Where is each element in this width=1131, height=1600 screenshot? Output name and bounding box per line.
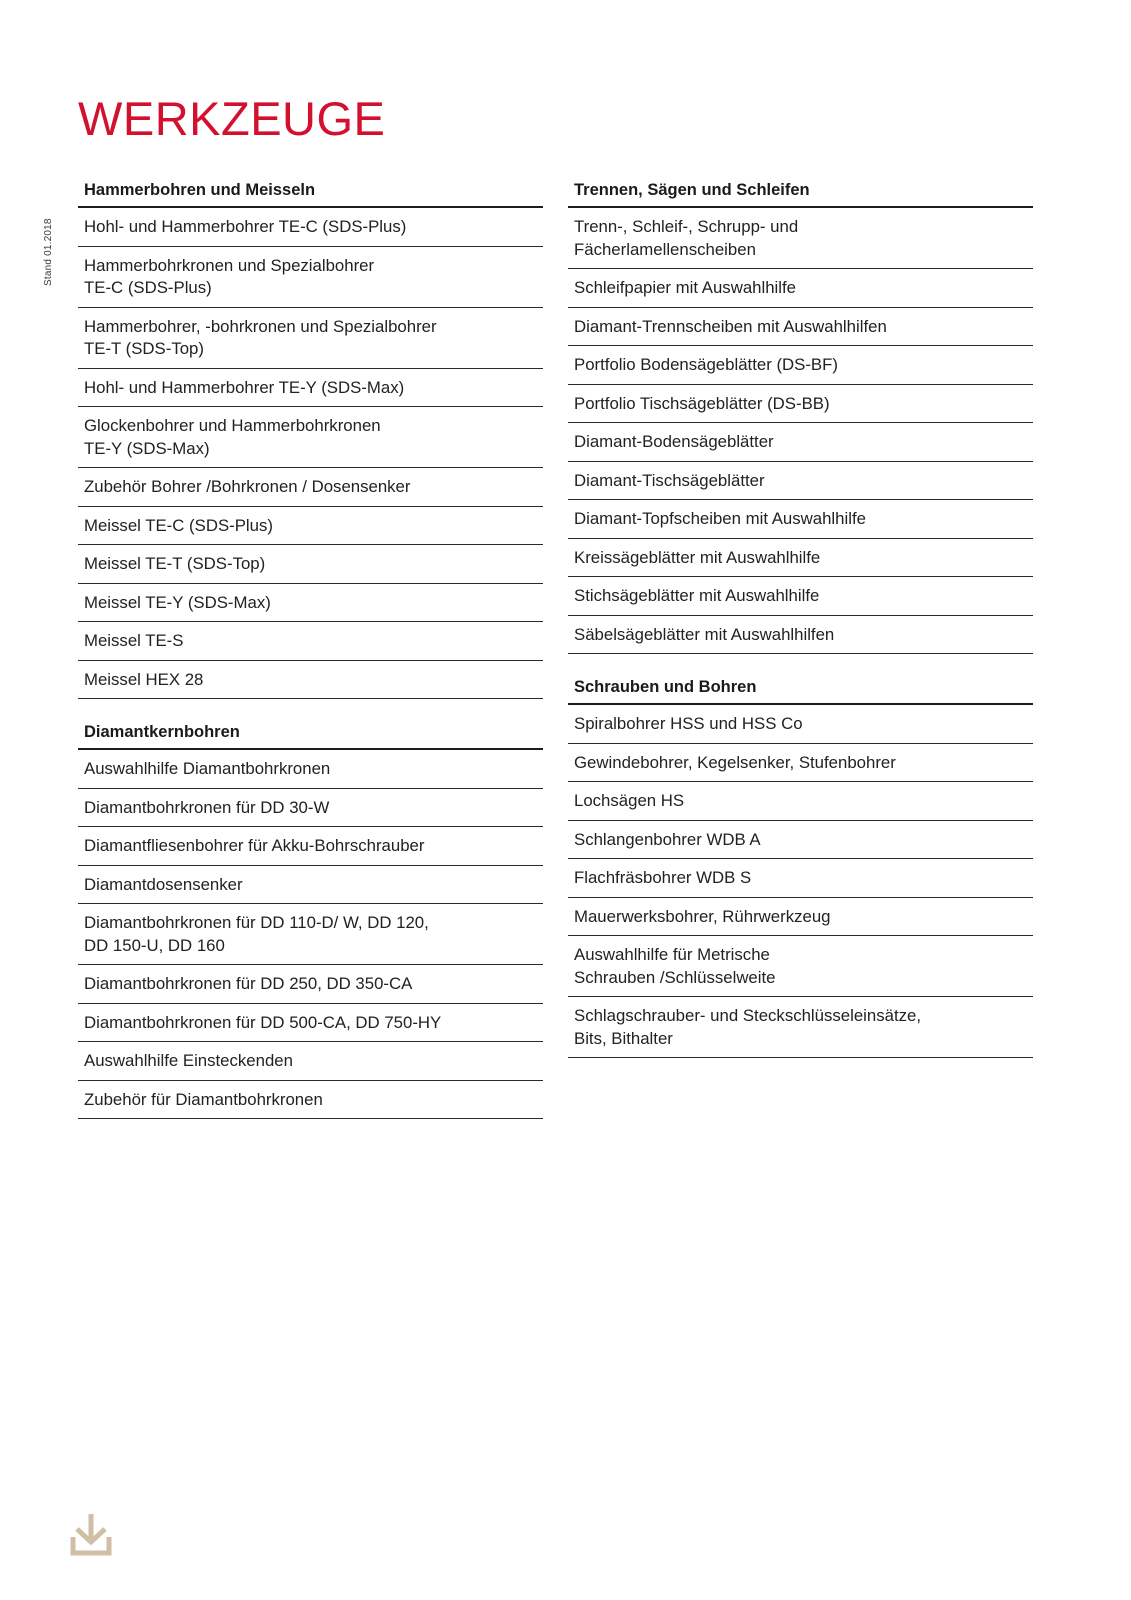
section-heading: Diamantkernbohren xyxy=(78,722,543,750)
section-heading: Hammerbohren und Meisseln xyxy=(78,180,543,208)
toc-entry-line: Meissel HEX 28 xyxy=(84,669,204,689)
toc-entry[interactable] xyxy=(568,616,1033,655)
toc-entry-line: Diamantbohrkronen für DD 250, DD 350-CA xyxy=(84,974,413,994)
toc-entry-line: Portfolio Bodensägeblätter (DS-BF) xyxy=(574,355,838,375)
toc-entry-line: TE-T (SDS-Top) xyxy=(84,339,204,359)
toc-list xyxy=(78,208,543,699)
toc-entry[interactable] xyxy=(568,423,1033,462)
toc-entry-line: Spiralbohrer HSS und HSS Co xyxy=(574,714,803,734)
toc-entry-line: Meissel TE-S xyxy=(84,631,184,651)
toc-entry-line: Hohl- und Hammerbohrer TE-Y (SDS-Max) xyxy=(84,377,405,397)
toc-entry[interactable] xyxy=(78,545,543,584)
toc-entry-line: TE-Y (SDS-Max) xyxy=(84,438,210,458)
toc-list xyxy=(568,208,1033,654)
toc-entry[interactable] xyxy=(568,346,1033,385)
toc-entry[interactable] xyxy=(78,507,543,546)
toc-entry[interactable] xyxy=(78,1004,543,1043)
toc-entry[interactable] xyxy=(78,789,543,828)
toc-entry-line: Meissel TE-C (SDS-Plus) xyxy=(84,515,273,535)
toc-entry-line: Schleifpapier mit Auswahlhilfe xyxy=(574,278,796,298)
toc-entry-line: Gewindebohrer, Kegelsenker, Stufenbohrer xyxy=(574,752,896,772)
toc-list xyxy=(78,750,543,1119)
toc-entry-line: Fächerlamellenscheiben xyxy=(574,239,756,259)
toc-entry-line: Säbelsägeblätter mit Auswahlhilfen xyxy=(574,624,835,644)
category-section xyxy=(568,180,1033,654)
toc-entry-line: Lochsägen HS xyxy=(574,791,685,811)
toc-entry[interactable] xyxy=(78,661,543,700)
toc-entry-line: Schrauben /Schlüsselweite xyxy=(574,967,776,987)
toc-entry[interactable] xyxy=(78,866,543,905)
toc-entry-line: Diamantbohrkronen für DD 110-D/ W, DD 120, xyxy=(84,913,429,933)
toc-entry[interactable] xyxy=(78,369,543,408)
toc-entry-line: Hammerbohrkronen und Spezialbohrer xyxy=(84,255,375,275)
toc-entry[interactable] xyxy=(78,904,543,965)
toc-entry-line: DD 150-U, DD 160 xyxy=(84,935,225,955)
toc-entry[interactable] xyxy=(78,1081,543,1120)
toc-entry[interactable] xyxy=(568,577,1033,616)
toc-entry-line: Portfolio Tischsägeblätter (DS-BB) xyxy=(574,393,830,413)
content-column xyxy=(78,180,543,1119)
toc-entry-line: Hammerbohrer, -bohrkronen und Spezialbohrer xyxy=(84,316,437,336)
category-section xyxy=(568,677,1033,1058)
toc-list xyxy=(568,705,1033,1058)
toc-entry-line: Flachfräsbohrer WDB S xyxy=(574,868,752,888)
category-section xyxy=(78,180,543,699)
toc-entry[interactable] xyxy=(78,965,543,1004)
toc-entry-line: Diamantbohrkronen für DD 30-W xyxy=(84,797,330,817)
toc-entry-line: Zubehör Bohrer /Bohrkronen / Dosensenker xyxy=(84,477,411,497)
category-section xyxy=(78,722,543,1119)
toc-entry[interactable] xyxy=(568,936,1033,997)
toc-entry[interactable] xyxy=(568,821,1033,860)
toc-entry-line: TE-C (SDS-Plus) xyxy=(84,278,212,298)
toc-entry[interactable] xyxy=(568,462,1033,501)
toc-entry-line: Diamant-Topfscheiben mit Auswahlhilfe xyxy=(574,509,866,529)
toc-entry-line: Trenn-, Schleif-, Schrupp- und xyxy=(574,217,799,237)
toc-entry-line: Auswahlhilfe Einsteckenden xyxy=(84,1051,293,1071)
download-icon[interactable] xyxy=(68,1512,114,1556)
page-title: WERKZEUGE xyxy=(78,92,386,145)
toc-entry-line: Meissel TE-Y (SDS-Max) xyxy=(84,592,271,612)
toc-entry-line: Auswahlhilfe für Metrische xyxy=(574,945,770,965)
content-column xyxy=(568,180,1033,1058)
toc-entry[interactable] xyxy=(568,705,1033,744)
toc-entry[interactable] xyxy=(78,750,543,789)
toc-entry-line: Diamantbohrkronen für DD 500-CA, DD 750-HY xyxy=(84,1012,442,1032)
content-columns xyxy=(78,180,1033,1119)
toc-entry[interactable] xyxy=(78,247,543,308)
toc-entry-line: Stichsägeblätter mit Auswahlhilfe xyxy=(574,586,820,606)
toc-entry[interactable] xyxy=(568,208,1033,269)
toc-entry-line: Diamant-Tischsägeblätter xyxy=(574,470,765,490)
toc-entry-line: Mauerwerksbohrer, Rührwerkzeug xyxy=(574,906,831,926)
toc-entry[interactable] xyxy=(78,308,543,369)
toc-entry-line: Auswahlhilfe Diamantbohrkronen xyxy=(84,759,331,779)
toc-entry[interactable] xyxy=(568,997,1033,1058)
toc-entry[interactable] xyxy=(78,407,543,468)
toc-entry[interactable] xyxy=(78,1042,543,1081)
toc-entry-line: Diamantdosensenker xyxy=(84,874,243,894)
toc-entry[interactable] xyxy=(78,468,543,507)
revision-note: Stand 01.2018 xyxy=(43,218,54,286)
toc-entry-line: Schlangenbohrer WDB A xyxy=(574,829,761,849)
toc-entry-line: Zubehör für Diamantbohrkronen xyxy=(84,1089,323,1109)
section-heading: Trennen, Sägen und Schleifen xyxy=(568,180,1033,208)
toc-entry-line: Bits, Bithalter xyxy=(574,1028,673,1048)
toc-entry[interactable] xyxy=(568,782,1033,821)
toc-entry-line: Hohl- und Hammerbohrer TE-C (SDS-Plus) xyxy=(84,217,407,237)
toc-entry-line: Kreissägeblätter mit Auswahlhilfe xyxy=(574,547,821,567)
toc-entry-line: Schlagschrauber- und Steckschlüsseleinsätze, xyxy=(574,1006,921,1026)
toc-entry[interactable] xyxy=(568,539,1033,578)
toc-entry[interactable] xyxy=(568,859,1033,898)
toc-entry[interactable] xyxy=(568,308,1033,347)
toc-entry-line: Glockenbohrer und Hammerbohrkronen xyxy=(84,416,381,436)
toc-entry-line: Meissel TE-T (SDS-Top) xyxy=(84,554,266,574)
toc-entry[interactable] xyxy=(568,744,1033,783)
toc-entry[interactable] xyxy=(568,269,1033,308)
section-heading: Schrauben und Bohren xyxy=(568,677,1033,705)
toc-entry[interactable] xyxy=(568,385,1033,424)
toc-entry-line: Diamantfliesenbohrer für Akku-Bohrschrauber xyxy=(84,836,425,856)
toc-entry[interactable] xyxy=(568,500,1033,539)
toc-entry[interactable] xyxy=(78,622,543,661)
toc-entry[interactable] xyxy=(78,827,543,866)
toc-entry[interactable] xyxy=(568,898,1033,937)
toc-entry-line: Diamant-Bodensägeblätter xyxy=(574,432,774,452)
toc-entry[interactable] xyxy=(78,208,543,247)
toc-entry[interactable] xyxy=(78,584,543,623)
toc-entry-line: Diamant-Trennscheiben mit Auswahlhilfen xyxy=(574,316,887,336)
